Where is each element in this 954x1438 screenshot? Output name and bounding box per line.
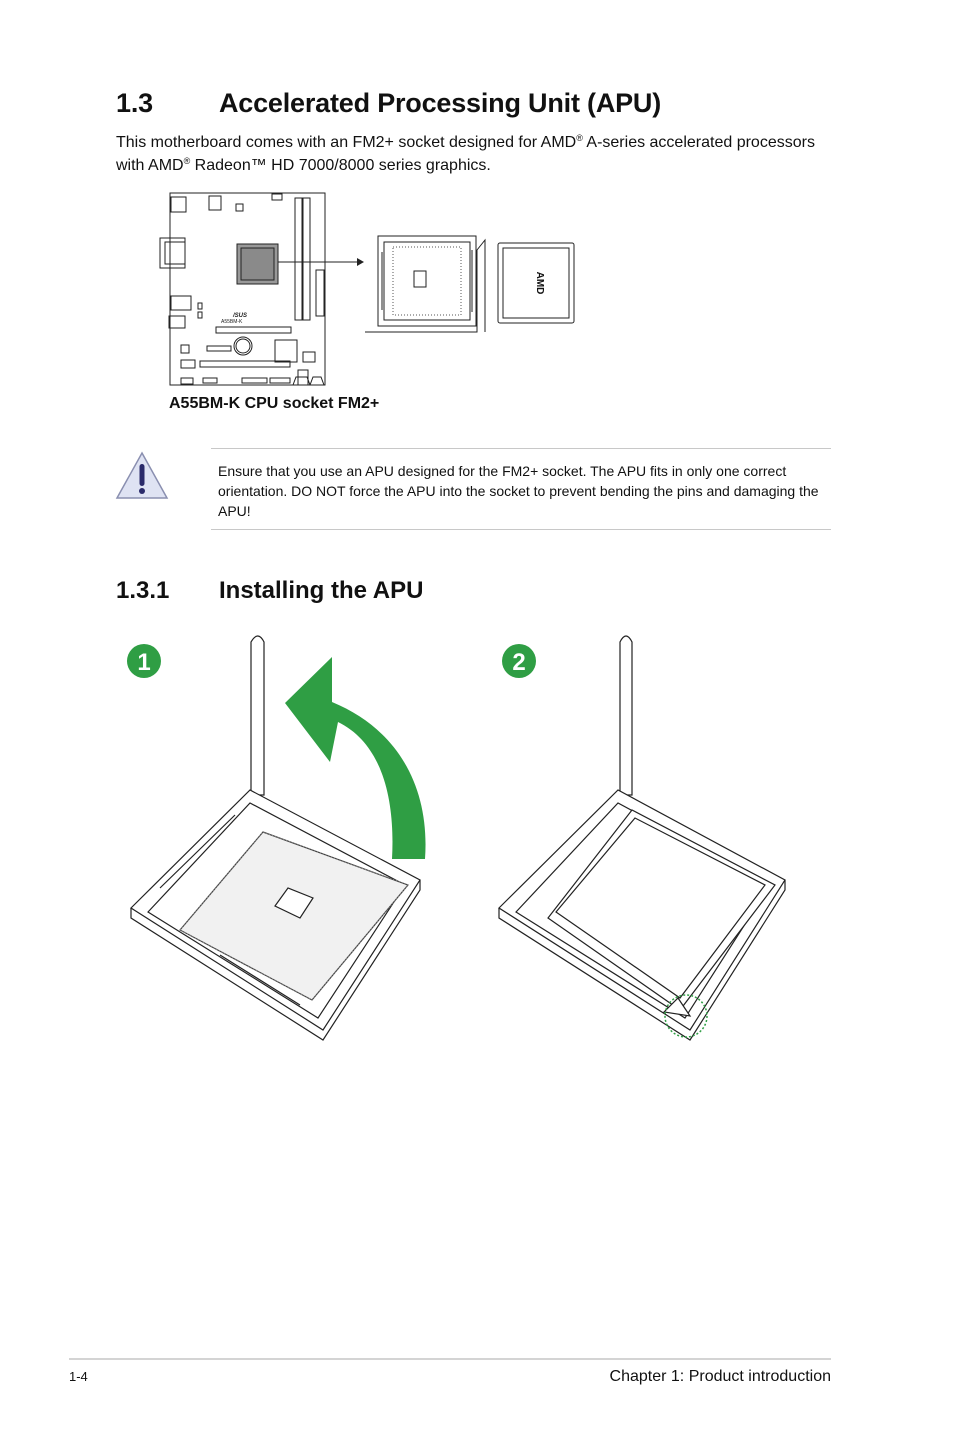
place-apu-icon [499, 636, 785, 1040]
warning-notice [211, 448, 831, 530]
subsection-title: Installing the APU [219, 577, 424, 604]
registered-mark: ® [576, 133, 583, 143]
step-1-number: 1 [137, 649, 151, 676]
diagram-caption: A55BM-K CPU socket FM2+ [169, 395, 380, 412]
subsection-heading [116, 577, 423, 605]
step-2-number: 2 [512, 649, 526, 676]
intro-text-1: This motherboard comes with an FM2+ socket designed for AMD [116, 134, 577, 151]
board-brand: /SUS [233, 313, 248, 319]
registered-mark: ® [183, 156, 191, 166]
apu-chip [498, 243, 574, 323]
footer-rule [69, 1358, 831, 1360]
intro-text-3: Radeon™ HD 7000/8000 series graphics. [190, 157, 491, 174]
warning-text: Ensure that you use an APU designed for the FM2+ socket. The APU fits in only one correct orientation. DO NOT force the APU into the socket to prevent bending the pins and damaging the APU! [218, 463, 819, 519]
warning-icon [114, 450, 170, 502]
socket-closeup [365, 236, 485, 332]
step-1-illustration [120, 625, 440, 1045]
section-heading [116, 88, 661, 119]
subsection-number: 1.3.1 [116, 577, 170, 604]
page-number: 1-4 [69, 1369, 88, 1384]
section-title: Accelerated Processing Unit (APU) [219, 88, 662, 118]
chapter-title: Chapter 1: Product introduction [609, 1368, 831, 1385]
intro-text-2: A-series accelerated processors with AMD [116, 134, 815, 174]
amd-logo: AMD [534, 271, 545, 295]
intro-paragraph [116, 131, 836, 177]
motherboard-diagram [160, 186, 590, 391]
step-2-illustration [490, 625, 800, 1045]
board-model: A55BM-K [221, 319, 243, 325]
section-number: 1.3 [116, 88, 153, 118]
